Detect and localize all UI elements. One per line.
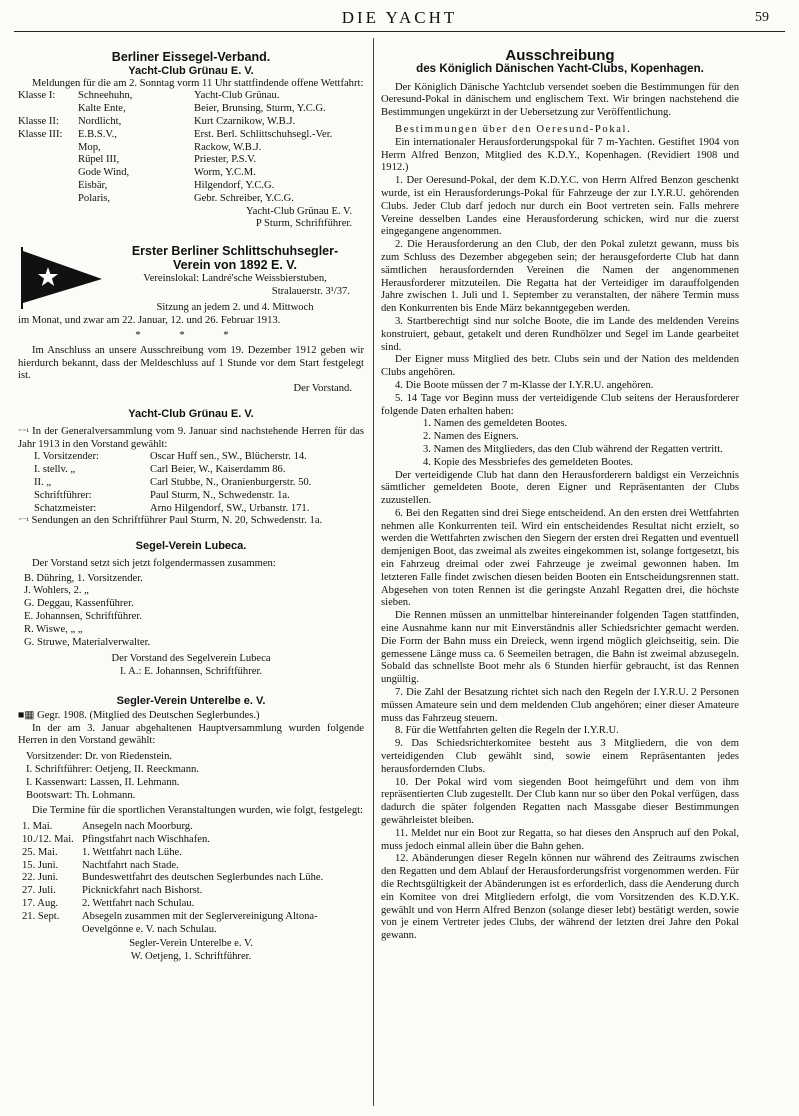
entry-class [18, 167, 78, 180]
entry-row [18, 142, 364, 155]
entry-class [18, 103, 78, 116]
board-row [34, 477, 364, 490]
entry-owner: Erst. Berl. Schlittschuhsegl.-Ver. [194, 128, 333, 140]
schedule-date: 1. Mai. [22, 821, 53, 833]
section-heading: Bestimmungen über den Oeresund-Pokal. [395, 123, 632, 135]
entry-class: Klasse III: [18, 128, 63, 140]
schedule-row [18, 847, 364, 860]
board-role: I. stellv. „ [34, 464, 76, 476]
paragraph: Meldungen für die am 2. Sonntag vorm 11 Uhr stattfindende offene Wettfahrt: [32, 77, 364, 89]
board-row [34, 503, 364, 516]
rule-5: 5. 14 Tage vor Beginn muss der verteidigende Club seitens der Herausforderer folgende Daten erhalten haben: [381, 392, 739, 417]
rule-3: 3. Startberechtigt sind nur solche Boote, die im Lande des meldenden Vereins konstruiert, gebaut, getakelt und deren Rundhölzer und Segel im Lande gearbeitet sind. [381, 315, 739, 353]
schedule-row [18, 885, 364, 898]
article-title: Segel-Verein Lubeca. [135, 540, 247, 553]
signature-club: Der Vorstand des Segelverein Lubeca [111, 653, 271, 665]
board-row [34, 451, 364, 464]
schedule-row [18, 872, 364, 885]
article-eissegel [18, 51, 364, 231]
article-title: Ausschreibung [505, 47, 615, 64]
board-person: Carl Beier, W., Kaiserdamm 86. [150, 464, 286, 476]
list-item: 4. Kopie des Messbriefes des gemeldeten Bootes. [423, 456, 634, 468]
board-member: Vorsitzender: Dr. von Riedenstein. [26, 751, 173, 763]
board-member: I. Schriftführer: Oetjeng, II. Reeckmann. [26, 764, 199, 776]
founded-text: Gegr. 1908. (Mitglied des Deutschen Seglerbundes.) [37, 709, 260, 721]
venue-address: Stralauerstr. 3¹/37. [271, 285, 350, 297]
article-schlittschuh [18, 245, 364, 396]
club-pennant-flag-icon [18, 245, 106, 309]
entry-owner: Beier, Brunsing, Sturm, Y.C.G. [194, 103, 326, 115]
member: B. Dühring, 1. Vorsitzender. [24, 572, 143, 584]
member: R. Wiswe, „ „ [24, 623, 83, 635]
member: E. Johannsen, Schriftführer. [24, 611, 142, 623]
entry-class [18, 180, 78, 193]
board-list [18, 751, 364, 802]
board-member: I. Kassenwart: Lassen, II. Lehmann. [26, 776, 180, 788]
board-member: Bootswart: Th. Lohmann. [26, 789, 136, 801]
signature-club: Segler-Verein Unterelbe e. V. [129, 938, 253, 950]
board-row [34, 490, 364, 503]
member: G. Deggau, Kassenführer. [24, 598, 134, 610]
article-title: Berliner Eissegel-Verband. [111, 50, 271, 64]
entry-owner: Priester, P.S.V. [194, 154, 257, 166]
schedule-row [18, 898, 364, 911]
board-role: II. „ [34, 476, 52, 488]
paragraph: Ein internationaler Herausforderungspokal für 7 m-Yachten. Gestiftet 1904 von Herrn Alfred Benzon, Mitglied des K.D.Y., Kopenhagen. (Revidiert 1908 und 1912.) [381, 136, 739, 174]
column-divider [373, 38, 374, 1106]
schedule-event: Ansegeln nach Moorburg. [82, 821, 193, 833]
signature-name: W. Oetjeng, 1. Schriftführer. [130, 951, 252, 963]
rule-4: 4. Die Boote müssen der 7 m-Klasse der I.Y.R.U. angehören. [395, 379, 654, 391]
entry-boat: Polaris, [78, 192, 111, 204]
rule-1: 1. Der Oeresund-Pokal, der dem K.D.Y.C. von Herrn Alfred Benzon geschenkt wurde, ist ein Herausforderungs-Pokal für Fahrzeuge der zur I.Y.R.U. gehörenden Clubs. Jeder Club darf jedoch nur durch ein Boot vertreten sein. Falls mehrere Vereine desselben Landes eine Herausforderung schicken, wird nur die zuerst eingegangene angenommen. [381, 175, 739, 238]
schedule-event: 2. Wettfahrt nach Schulau. [82, 898, 195, 910]
schedule-event: Picknickfahrt nach Bishorst. [82, 885, 203, 897]
journal-title: DIE YACHT [341, 8, 458, 27]
signature-name: P Sturm, Schriftführer. [255, 218, 352, 230]
schedule-row [18, 911, 364, 937]
rule-12: 12. Abänderungen dieser Regeln können nur während des Zeitraums zwischen den Regatten und dem Ablauf der Herausforderungsfrist vorgenommen werden. Für die Rechtsgültigkeit der Abänderungen ist es erforderlich, dass die Aenderung durch ein Komitee von drei Mitgliedern erfolgt, die vom Vorsitzenden des K.D.Y.K. gewählt und von Herrn Alfred Benzon (solange dieser lebt) bestätigt werden, sowie von je einem Vertreter jedes Clubs, der während der letzten drei Jahre den Pokal gewann. [381, 853, 739, 942]
schedule-date: 15. Juni. [22, 859, 59, 871]
meeting-line: Sitzung an jedem 2. und 4. Mittwoch [156, 302, 314, 314]
entry-class: Klasse I: [18, 90, 56, 102]
article-title: Yacht-Club Grünau E. V. [128, 407, 254, 420]
rule-10: 10. Der Pokal wird vom siegenden Boot heimgeführt und dem von ihm repräsentierten Club zugestellt. Der Club kann nur so über den Pokal verfügen, dass dadurch die später folgenden Regatten nach Massgabe dieser Bestimmungen gewährleistet bleiben. [381, 776, 739, 827]
article-gruenau [18, 408, 364, 528]
paragraph: Der verteidigende Club hat dann den Herausforderern baldigst ein Verzeichnis sämtlicher gemeldeten Boote, deren Eigner und Repräsentanten der Clubs zuzustellen. [381, 469, 739, 507]
rule-6: 6. Bei den Regatten sind drei Siege entscheidend. An den ersten drei Wettfahrten nehmen alle Konkurrenten teil. Wird ein entscheidendes Resultat nicht erzielt, so werden die Wettfahrten zwischen den Siegern der ersten drei Regatten und eventuell demjenigen Boot, das zweimal als zweites eingekommen ist, solange fortgesetzt, bis ein Fahrzeug dreimal oder zwei Fahrzeuge je zweimal gewonnen haben. Im letzteren Falle findet zwischen diesen beiden Booten ein Entscheidungsrennen statt. Abgesehen von toten Rennen ist die geringste Anzahl Regatten drei, die höchste sieben. [381, 507, 739, 609]
club-emblem-icon: ■▦ [18, 709, 35, 721]
paragraph: Die Termine für die sportlichen Veranstaltungen wurden, wie folgt, festgelegt: [32, 805, 364, 817]
rule-2: 2. Die Herausforderung an den Club, der den Pokal zuletzt gewann, muss bis zum Schluss des Dezember abgegeben sein; der herausgeforderte Club hat dann sämtlichen herausfordernden Vereinen die Namen der angenommenen Herausforderer mitzuteilen. Die Regatta hat der Verteidiger im darauffolgenden Jahre zwischen 1. Juli und 1. September zu veranstalten, der nähere Termin muss den Konkurrenten bis Ende März bekanntgegeben werden. [381, 239, 739, 315]
paragraph: In der am 3. Januar abgehaltenen Hauptversammlung wurden folgende Herren in den Vorstand gewählt: [18, 722, 364, 747]
schedule-event: Nachtfahrt nach Stade. [82, 859, 179, 871]
entry-boat: Mop, [78, 141, 101, 153]
signature-club: Yacht-Club Grünau E. V. [246, 205, 352, 217]
article-unterelbe [18, 695, 364, 964]
header-rule [14, 31, 785, 32]
entry-owner: Rackow, W.B.J. [194, 141, 262, 153]
board-role: Schatzmeister: [34, 502, 97, 514]
rule-8: 8. Für die Wettfahrten gelten die Regeln der I.Y.R.U. [395, 725, 619, 737]
schedule-date: 22. Juni. [22, 872, 59, 884]
entry-owner: Worm, Y.C.M. [194, 167, 256, 179]
entry-row [18, 154, 364, 167]
schedule-date: 25. Mai. [22, 846, 58, 858]
list-item: 1. Namen des gemeldeten Bootes. [423, 418, 568, 430]
member-list [18, 573, 364, 650]
schedule-date: 21. Sept. [22, 910, 60, 922]
page-header [0, 6, 799, 30]
paragraph: Der Eigner muss Mitglied des betr. Clubs sein und der Nation des meldenden Clubs angehören. [381, 354, 739, 379]
margin-mark: ⁼⁻¹ [18, 516, 29, 526]
paragraph [18, 426, 364, 452]
page-number: 59 [755, 10, 769, 25]
board-person: Carl Stubbe, N., Oranienburgerstr. 50. [150, 476, 312, 488]
entry-owner: Yacht-Club Grünau. [194, 90, 280, 102]
board-person: Arno Hilgendorf, SW., Urbanstr. 171. [150, 502, 310, 514]
board-role: Schriftführer: [34, 489, 92, 501]
rule-9: 9. Das Schiedsrichterkomitee besteht aus 3 Mitgliedern, die von dem verteidigenden Club gewählt sind, sowie einem Repräsentanten jedes herausfordernden Clubs. [381, 738, 739, 775]
left-column [18, 45, 364, 964]
entry-row [18, 193, 364, 206]
entry-row [18, 180, 364, 193]
entry-boat: E.B.S.V., [78, 128, 117, 140]
schedule-list [18, 821, 364, 936]
club-heading-text [106, 245, 364, 315]
entry-boat: Nordlicht, [78, 115, 122, 127]
venue-line: Vereinslokal: Landré'sche Weissbierstuben, [143, 272, 327, 284]
article-subtitle: Yacht-Club Grünau E. V. [128, 64, 254, 77]
rule-11: 11. Meldet nur ein Boot zur Regatta, so hat dieses den Anspruch auf den Pokal, muss jedoch einmal allein über die Bahn gehen. [381, 827, 739, 852]
entry-boat: Gode Wind, [78, 167, 130, 179]
rule-7: 7. Die Zahl der Besatzung richtet sich nach den Regeln der I.Y.R.U. 2 Personen müssen Amateure sein und dem meldenden Club angehören; einer dieser Amateure muss das Fahrzeug steuern. [381, 687, 739, 724]
board-person: Oscar Huff sen., SW., Blücherstr. 14. [150, 451, 307, 463]
paragraph-text: Sendungen an den Schriftführer Paul Sturm, N. 20, Schwedenstr. 1a. [31, 515, 323, 527]
paragraph: Die Rennen müssen an unmittelbar hintereinander folgenden Tagen stattfinden, eine Ausnahme kann nur mit Einverständnis aller Schiedsrichter gemacht werden. Die Form der Bahn muss ein Dreieck, wenn irgend möglich gleichseitig, sein. Die gemessene Länge muss ca. 6 Seemeilen betragen, die Bahn ist zweimal abzusegeln. Sobald das schnellste Boot mehr als 6 Stunden hierfür gebraucht, ist das Rennen ungültig. [381, 610, 739, 686]
entry-class [18, 142, 78, 155]
schedule-date: 27. Juli. [22, 885, 56, 897]
member: G. Struwe, Materialverwalter. [24, 636, 151, 648]
entry-row [18, 116, 364, 129]
paragraph [18, 515, 364, 528]
schedule-event: Bundeswettfahrt des deutschen Seglerbundes nach Lühe. [82, 872, 324, 884]
entry-list [18, 90, 364, 205]
paragraph: Im Anschluss an unsere Ausschreibung vom 19. Dezember 1912 geben wir hierdurch bekannt, dass der Meldeschluss auf 1 Stunde vor dem Start festgelegt ist. [18, 344, 364, 382]
entry-class: Klasse II: [18, 115, 59, 127]
signature: Der Vorstand. [293, 383, 352, 395]
signature-name: I. A.: E. Johannsen, Schriftführer. [119, 666, 263, 678]
entry-boat: Kalte Ente, [78, 103, 126, 115]
schedule-row [18, 860, 364, 873]
schedule-date: 17. Aug. [22, 898, 59, 910]
list-item: 2. Namen des Eigners. [423, 431, 519, 443]
entry-owner: Kurt Czarnikow, W.B.J. [194, 115, 296, 127]
founded-line [18, 710, 364, 723]
member: J. Wohlers, 2. „ [24, 585, 89, 597]
schedule-event: Absegeln zusammen mit der Seglervereinigung Altona-Oevelgönne e. V. nach Schulau. [82, 910, 318, 935]
article-title-line2: Verein von 1892 E. V. [173, 257, 297, 272]
list-item: 3. Namen des Mitglieders, das den Club während der Regatten vertritt. [423, 443, 723, 455]
entry-boat: Schneehuhn, [78, 90, 133, 102]
paragraph-text: In der Generalversammlung vom 9. Januar sind nachstehende Herren für das Jahr 1913 in den Vorstand gewählt: [18, 425, 364, 450]
entry-row [18, 167, 364, 180]
schedule-event: Pfingstfahrt nach Wischhafen. [82, 834, 210, 846]
article-title: Segler-Verein Unterelbe e. V. [116, 695, 266, 708]
club-heading [18, 245, 364, 315]
entry-owner: Hilgendorf, Y.C.G. [194, 179, 275, 191]
entry-owner: Gebr. Schreiber, Y.C.G. [194, 192, 294, 204]
article-title: Erster Berliner Schlittschuhsegler- [131, 244, 339, 259]
entry-row [18, 129, 364, 142]
margin-mark: ⁼⁼¹ [18, 426, 29, 436]
paragraph: Der Vorstand setzt sich jetzt folgendermassen zusammen: [32, 557, 276, 569]
schedule-row [18, 821, 364, 834]
article-subtitle: des Königlich Dänischen Yacht-Clubs, Kopenhagen. [416, 61, 704, 75]
separator-stars: * * * [135, 329, 247, 341]
entry-boat: Rüpel III, [78, 154, 120, 166]
entry-row [18, 103, 364, 116]
paragraph: Der Königlich Dänische Yachtclub versendet soeben die Bestimmungen für den Oeresund-Pokal in dänischem und englischem Text. Wir bringen nachstehend die Bestimmungen ungekürzt in der Uebersetzung zur Veröffentlichung. [381, 81, 739, 119]
schedule-row [18, 834, 364, 847]
schedule-event: 1. Wettfahrt nach Lühe. [82, 846, 182, 858]
entry-class [18, 193, 78, 206]
board-row [34, 464, 364, 477]
right-column [381, 42, 739, 943]
schedule-date: 10./12. Mai. [22, 834, 74, 846]
entry-row [18, 90, 364, 103]
article-lubeca [18, 540, 364, 679]
required-data-list [381, 418, 739, 469]
meeting-dates: im Monat, und zwar am 22. Januar, 12. und 26. Februar 1913. [18, 315, 281, 327]
board-person: Paul Sturm, N., Schwedenstr. 1a. [150, 489, 290, 501]
board-role: I. Vorsitzender: [34, 451, 99, 463]
board-list [18, 451, 364, 515]
entry-class [18, 154, 78, 167]
entry-boat: Eisbär, [78, 179, 108, 191]
